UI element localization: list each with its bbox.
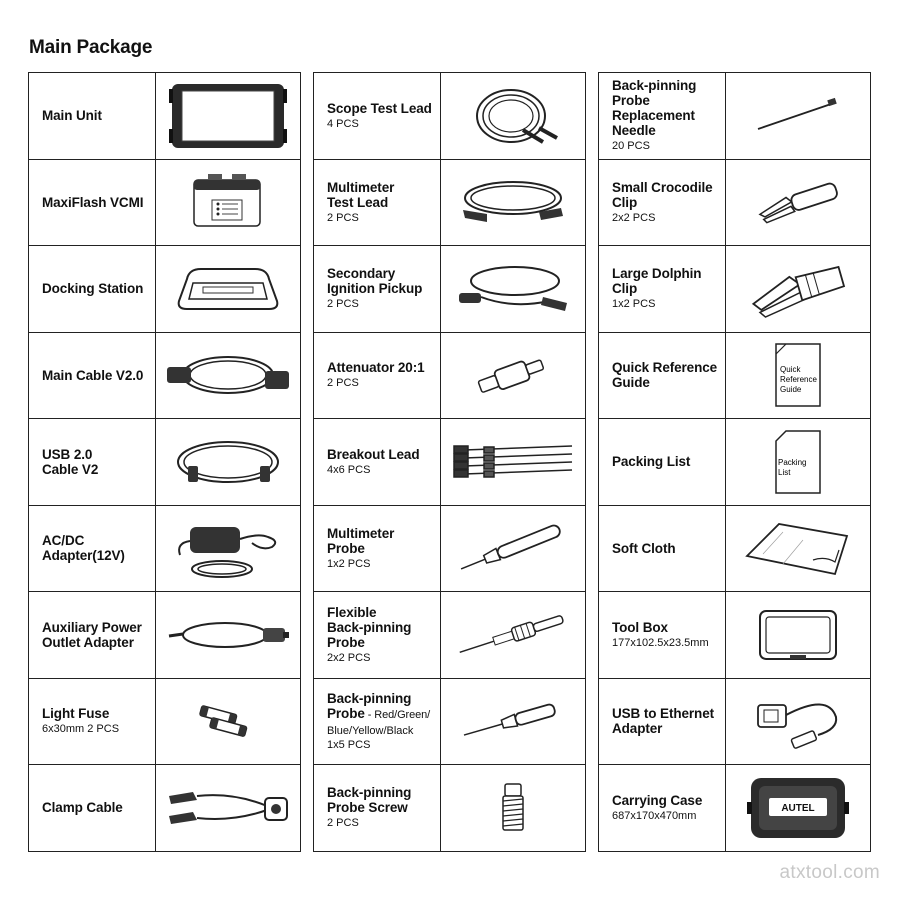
item-name: Multimeter Probe xyxy=(327,525,395,556)
table-row xyxy=(29,332,301,419)
item-quantity: 6x30mm 2 PCS xyxy=(42,723,120,736)
item-name: USB 2.0 Cable V2 xyxy=(42,446,99,477)
item-name: Secondary Ignition Pickup xyxy=(327,266,423,297)
probe-screw-icon xyxy=(493,778,533,838)
item-quantity: 2 PCS xyxy=(327,298,359,311)
cloth-icon xyxy=(743,516,853,580)
doc-text: Reference xyxy=(780,375,817,385)
table-row xyxy=(314,678,586,765)
case-brand-label: AUTEL xyxy=(781,802,815,814)
guide-doc-icon xyxy=(768,340,828,410)
table-row xyxy=(314,765,586,852)
item-quantity: 1x2 PCS xyxy=(327,557,371,570)
table-row xyxy=(599,678,871,765)
toolbox-icon xyxy=(756,605,840,665)
ignition-pickup-icon xyxy=(453,257,573,321)
item-quantity: Blue/Yellow/Black 1x5 PCS xyxy=(327,724,414,751)
item-quantity: 20 PCS xyxy=(612,140,650,153)
multimeter-probe-icon xyxy=(453,518,573,578)
table-row xyxy=(314,592,586,679)
table-row xyxy=(599,592,871,679)
item-name: Main Cable V2.0 xyxy=(42,367,144,383)
item-quantity: 687x170x470mm xyxy=(612,809,697,822)
table-row xyxy=(29,419,301,506)
table-row xyxy=(29,765,301,852)
doc-text: List xyxy=(778,467,791,477)
item-name-main: Back-pinning Probe xyxy=(327,690,412,721)
docking-station-icon xyxy=(173,259,283,319)
item-quantity: 4x6 PCS xyxy=(327,463,371,476)
item-quantity: 177x102.5x23.5mm xyxy=(612,636,709,649)
page-title: Main Package xyxy=(29,37,153,58)
dolphin-clip-icon xyxy=(743,257,853,321)
package-table-col-3 xyxy=(598,72,871,852)
vcmi-device-icon xyxy=(188,172,268,232)
doc-text: Guide xyxy=(780,385,802,395)
item-name: Back-pinning Probe Replacement Needle xyxy=(612,78,697,139)
table-row xyxy=(29,73,301,160)
crocodile-clip-icon xyxy=(748,172,848,232)
table-row xyxy=(599,159,871,246)
tablet-icon xyxy=(168,81,288,151)
clamp-cable-icon xyxy=(163,778,293,838)
power-adapter-icon xyxy=(168,513,288,583)
item-name: MaxiFlash VCMI xyxy=(42,194,144,210)
item-name: Breakout Lead xyxy=(327,446,420,462)
test-lead-icon xyxy=(453,172,573,232)
item-name: Small Crocodile Clip xyxy=(612,179,713,210)
item-name: Large Dolphin Clip xyxy=(612,266,702,297)
table-row xyxy=(314,505,586,592)
usb-cable-icon xyxy=(168,432,288,492)
usb-ethernet-icon xyxy=(748,689,848,753)
item-name: Flexible Back-pinning Probe xyxy=(327,604,412,650)
table-row xyxy=(599,419,871,506)
table-row xyxy=(599,246,871,333)
item-image xyxy=(156,73,301,160)
table-row xyxy=(599,505,871,592)
item-quantity: 2 PCS xyxy=(327,377,359,390)
item-name: Attenuator 20:1 xyxy=(327,360,425,376)
item-name: Light Fuse xyxy=(42,706,110,722)
attenuator-icon xyxy=(468,347,558,403)
item-name: Tool Box xyxy=(612,619,668,635)
table-row xyxy=(314,332,586,419)
item-name: Back-pinning Probe Screw xyxy=(327,785,412,816)
item-quantity: 4 PCS xyxy=(327,117,359,130)
item-name: Clamp Cable xyxy=(42,800,123,816)
item-name: AC/DC Adapter(12V) xyxy=(42,533,125,564)
table-row xyxy=(29,246,301,333)
package-table-col-1 xyxy=(28,72,301,852)
table-row xyxy=(314,246,586,333)
table-row xyxy=(314,73,586,160)
item-quantity: 2x2 PCS xyxy=(612,211,656,224)
needle-icon xyxy=(748,91,848,141)
carrying-case-icon xyxy=(743,772,853,844)
doc-text: Packing xyxy=(778,457,807,467)
table-row xyxy=(314,419,586,506)
item-name: Carrying Case xyxy=(612,792,703,808)
item-name xyxy=(327,691,436,723)
item-name: Main Unit xyxy=(42,108,102,124)
doc-text: Quick xyxy=(780,365,801,375)
item-quantity: 2 PCS xyxy=(327,211,359,224)
fuse-icon xyxy=(188,696,268,746)
item-name: USB to Ethernet Adapter xyxy=(612,706,715,737)
item-name: Quick Reference Guide xyxy=(612,360,718,391)
item-name-suffix: - Red/Green/ xyxy=(364,708,431,721)
cigarette-adapter-icon xyxy=(163,610,293,660)
item-name: Soft Cloth xyxy=(612,540,676,556)
item-quantity: 1x2 PCS xyxy=(612,298,656,311)
table-row xyxy=(314,159,586,246)
item-quantity: 2 PCS xyxy=(327,817,359,830)
table-row xyxy=(29,505,301,592)
table-row xyxy=(599,73,871,160)
table-row xyxy=(29,159,301,246)
table-row xyxy=(599,332,871,419)
obd-cable-icon xyxy=(163,345,293,405)
scope-lead-icon xyxy=(463,80,563,152)
item-name: Multimeter Test Lead xyxy=(327,179,395,210)
item-quantity: 2x2 PCS xyxy=(327,651,371,664)
item-name: Scope Test Lead xyxy=(327,100,432,116)
backpin-probe-icon xyxy=(458,693,568,749)
table-row xyxy=(29,592,301,679)
packing-doc-icon xyxy=(768,427,828,497)
item-name: Auxiliary Power Outlet Adapter xyxy=(42,619,142,650)
item-name: Docking Station xyxy=(42,281,144,297)
package-table-col-2 xyxy=(313,72,586,852)
table-row xyxy=(29,678,301,765)
item-name: Packing List xyxy=(612,454,691,470)
breakout-lead-icon xyxy=(448,434,578,490)
watermark: atxtool.com xyxy=(779,862,880,883)
table-row xyxy=(599,765,871,852)
flex-probe-icon xyxy=(453,605,573,665)
